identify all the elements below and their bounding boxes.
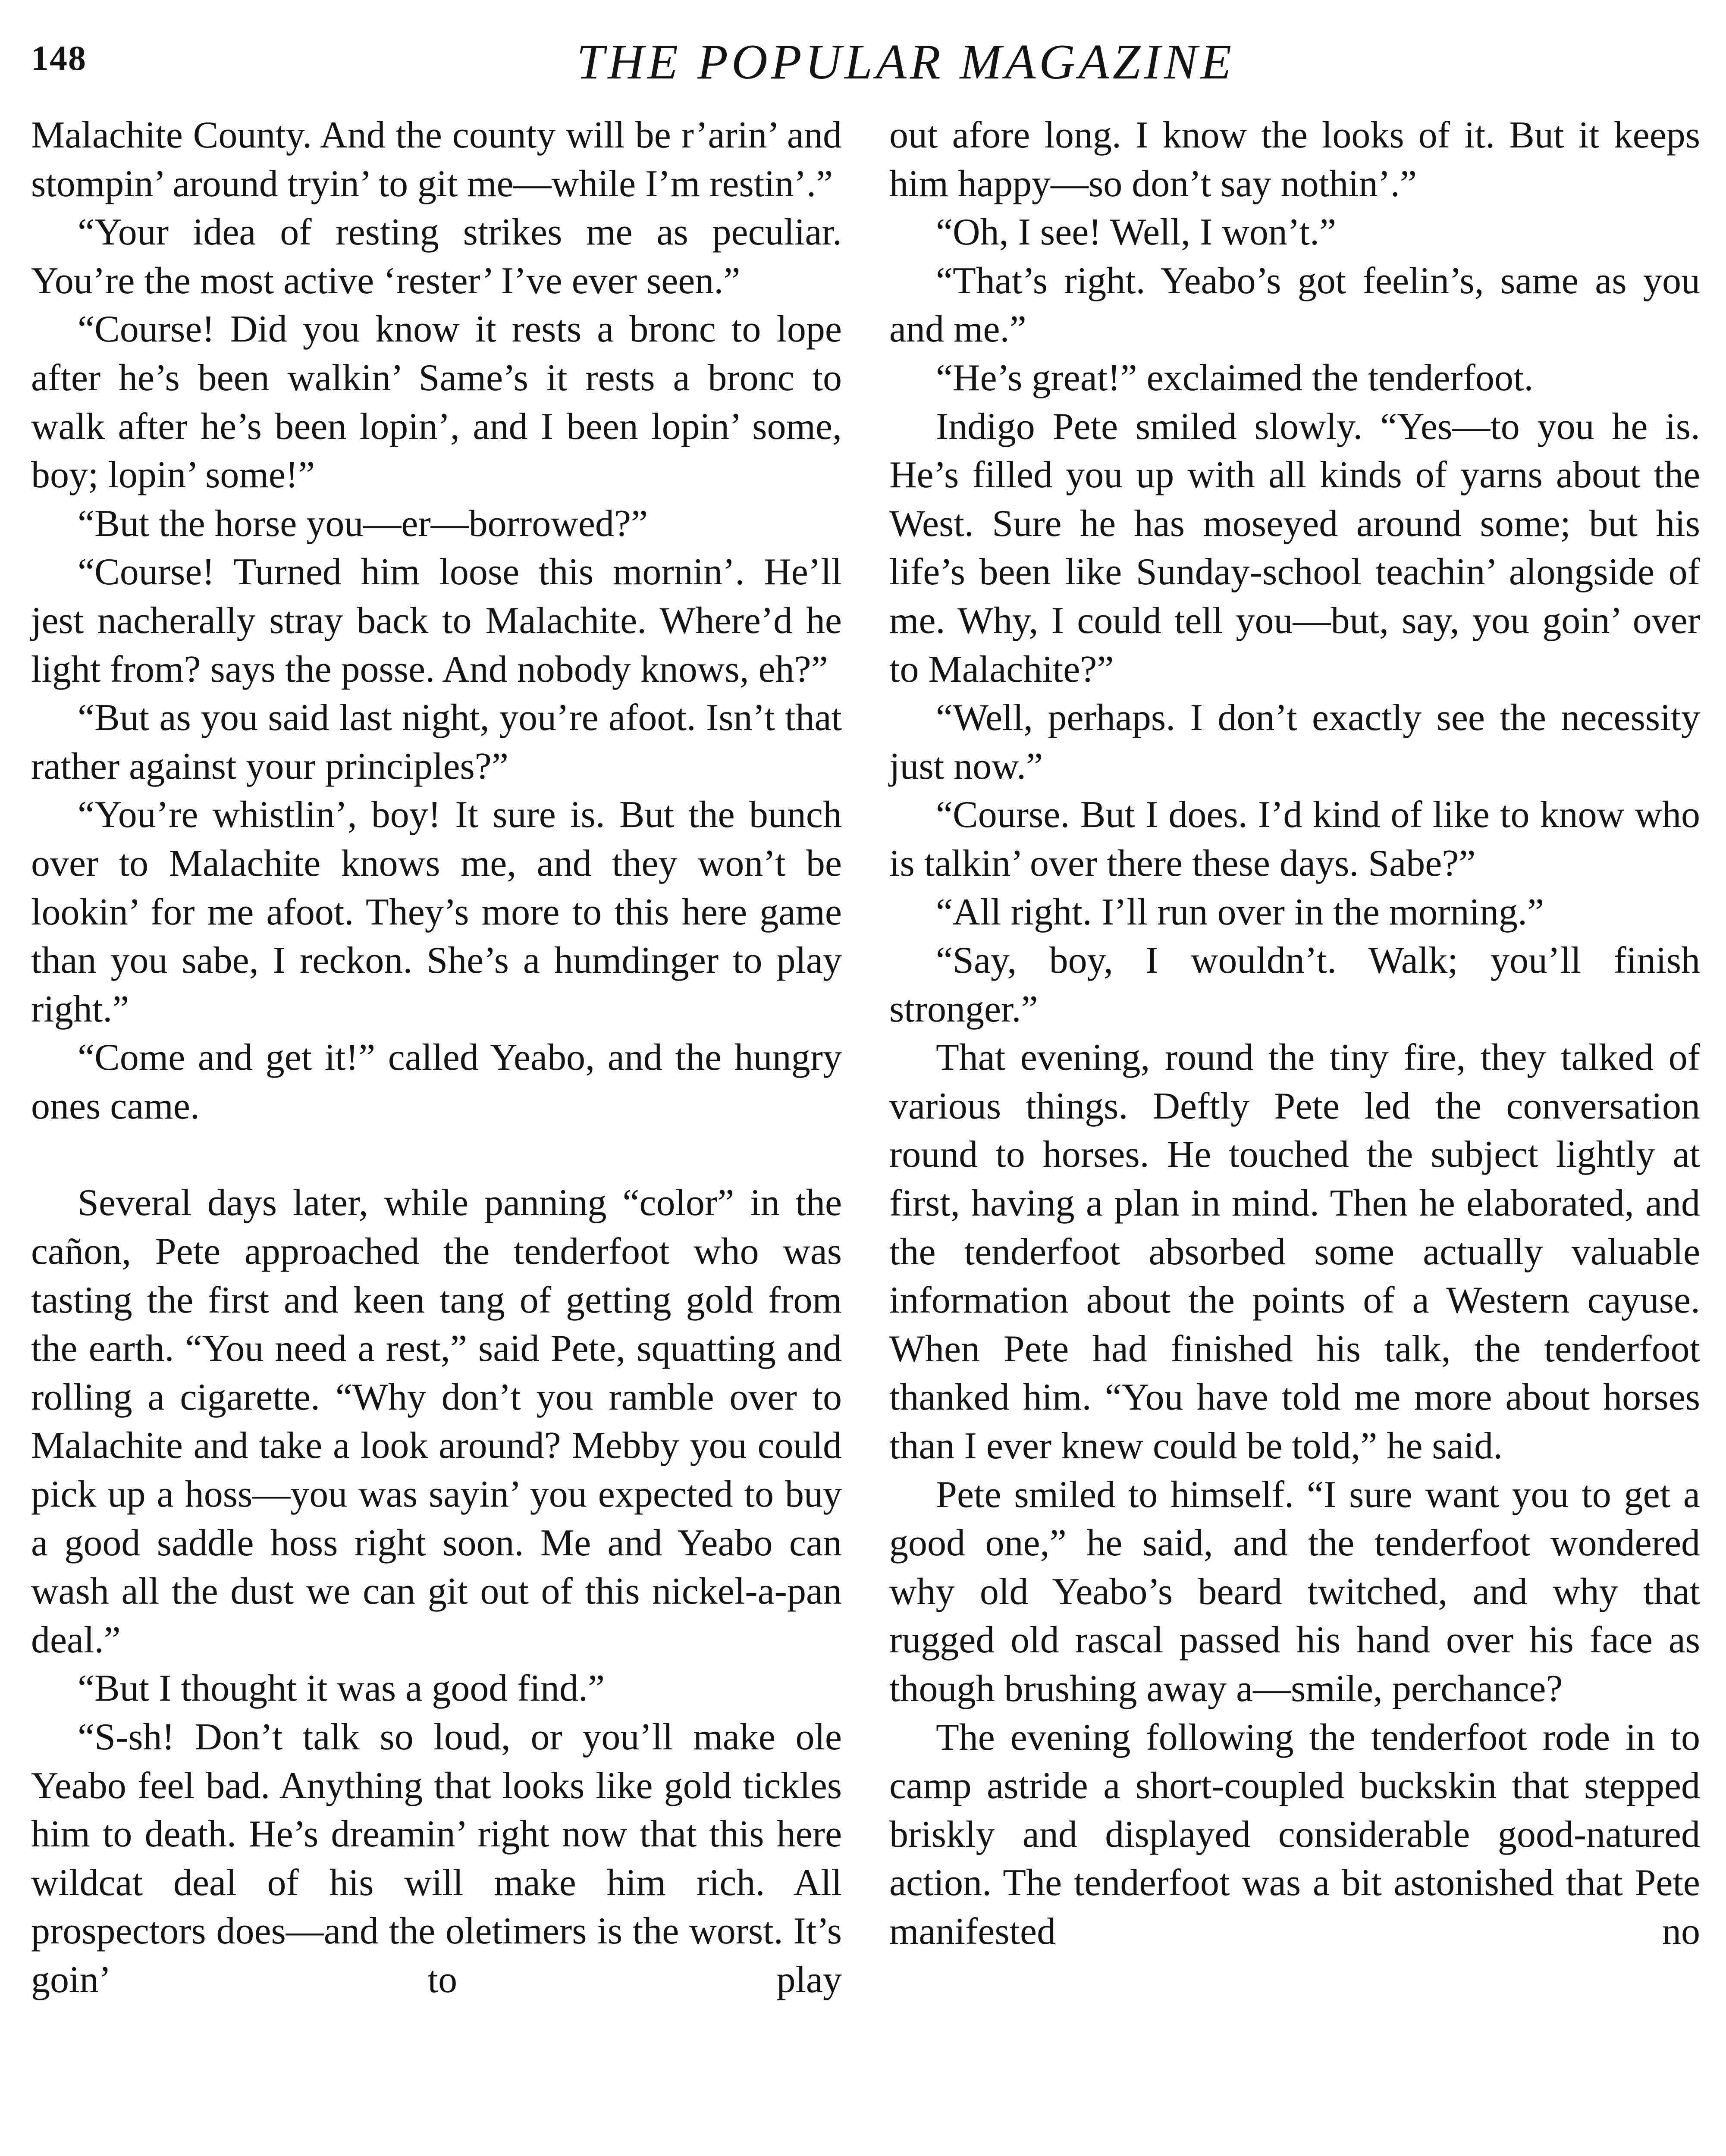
running-title: THE POPULAR MAGAZINE bbox=[576, 34, 1235, 90]
paragraph: The evening following the tenderfoot rode in to camp astride a short-coupled buckskin that stepped briskly and displayed considerable good-natured action. The tenderfoot was a bit astonished that Pete manifested no bbox=[889, 1716, 1700, 1952]
paragraph: out afore long. I know the looks of it. But it keeps him happy—so don’t say nothin’.” bbox=[889, 114, 1700, 205]
paragraph: Several days later, while panning “color” in the cañon, Pete approached the tenderfoot who was tasting the first and keen tang of getting gold from the earth. “You need a rest,” said Pete, squatting and rolling a cigarette. “Why don’t you ramble over to Malachite and take a look around? Mebby you could pick up a hoss—you was sayin’ you expected to buy a good saddle hoss right soon. Me and Yeabo can wash all the dust we can git out of this nickel-a-pan deal.” bbox=[31, 1182, 842, 1661]
paragraph: “All right. I’ll run over in the morning.” bbox=[936, 891, 1544, 933]
paragraph: “But I thought it was a good find.” bbox=[78, 1667, 605, 1710]
paragraph: “But the horse you—er—borrowed?” bbox=[78, 502, 648, 545]
paragraph: “S-sh! Don’t talk so loud, or you’ll make ole Yeabo feel bad. Anything that looks like gold tickles him to death. He’s dreamin’ right now that this here wildcat deal of his will make him rich. All prospectors does—and the oletimers is the worst. It’s goin’ to play bbox=[31, 1716, 842, 2001]
paragraph: Pete smiled to himself. “I sure want you to get a good one,” he said, and the tenderfoot wondered why old Yeabo’s beard twitched, and why that rugged old rascal passed his hand over his face as though brushing away a—smile, perchance? bbox=[889, 1473, 1700, 1710]
paragraph: “You’re whistlin’, boy! It sure is. But the bunch over to Malachite knows me, and they won’t be lookin’ for me afoot. They’s more to this here game than you sabe, I reckon. She’s a humdinger to play right.” bbox=[31, 794, 842, 1030]
paragraph: That evening, round the tiny fire, they talked of various things. Deftly Pete led the conversation round to horses. He touched the subject lightly at first, having a plan in mind. Then he elaborated, and the tenderfoot absorbed some actually valuable information about the points of a Western cayuse. When Pete had finished his talk, the tenderfoot thanked him. “You have told me more about horses than I ever knew could be told,” he said. bbox=[889, 1037, 1700, 1467]
paragraph: “Course! Did you know it rests a bronc to lope after he’s been walkin’ Same’s it rests a bronc to walk after he’s been lopin’, and I been lopin’ some, boy; lopin’ some!” bbox=[31, 308, 842, 496]
paragraph: Malachite County. And the county will be r’arin’ and stompin’ around tryin’ to git me—while I’m restin’.” bbox=[31, 114, 842, 205]
paragraph: “He’s great!” exclaimed the tenderfoot. bbox=[936, 357, 1534, 399]
paragraph: “Course! Turned him loose this mornin’. He’ll jest nacherally stray back to Malachite. Where’d he light from? says the posse. And nobody knows, eh?” bbox=[31, 551, 842, 690]
paragraph: “Come and get it!” called Yeabo, and the hungry ones came. bbox=[31, 1037, 842, 1127]
page-header bbox=[0, 34, 1726, 94]
paragraph: “Course. But I does. I’d kind of like to know who is talkin’ over there these days. Sabe?” bbox=[889, 794, 1700, 884]
right-column bbox=[889, 111, 1700, 2156]
paragraph: Indigo Pete smiled slowly. “Yes—to you he is. He’s filled you up with all kinds of yarns about the West. Sure he has moseyed around some; but his life’s been like Sunday-school teachin’ alongside of me. Why, I could tell you—but, say, you goin’ over to Malachite?” bbox=[889, 405, 1700, 690]
paragraph: “Your idea of resting strikes me as peculiar. You’re the most active ‘rester’ I’ve ever seen.” bbox=[31, 211, 842, 302]
paragraph: “But as you said last night, you’re afoot. Isn’t that rather against your principles?” bbox=[31, 697, 842, 787]
paragraph: “Oh, I see! Well, I won’t.” bbox=[936, 211, 1337, 254]
page-number: 148 bbox=[31, 38, 87, 78]
left-column bbox=[31, 111, 842, 2156]
paragraph: “That’s right. Yeabo’s got feelin’s, same as you and me.” bbox=[889, 260, 1700, 351]
paragraph: “Say, boy, I wouldn’t. Walk; you’ll finish stronger.” bbox=[889, 940, 1700, 1030]
paragraph: “Well, perhaps. I don’t exactly see the necessity just now.” bbox=[889, 697, 1700, 787]
